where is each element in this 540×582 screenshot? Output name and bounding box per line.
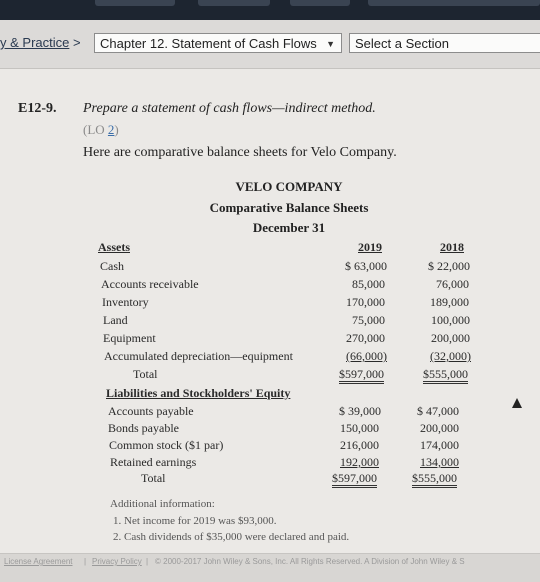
nav-tab[interactable]: [198, 0, 270, 6]
lo-link[interactable]: 2: [107, 122, 115, 137]
additional-info-heading: Additional information:: [110, 498, 215, 510]
asset-row-2018: $ 22,000: [428, 259, 470, 273]
assets-total-2019: [314, 367, 384, 382]
exercise-intro: Here are comparative balance sheets for Velo Company.: [83, 145, 397, 160]
asset-row-2019: (66,000): [346, 349, 387, 363]
mouse-cursor-icon: [512, 398, 522, 408]
section-select-value: Select a Section: [355, 36, 449, 51]
liability-row-2018: $ 47,000: [417, 404, 459, 418]
asset-row-2018: (32,000): [430, 349, 471, 363]
chevron-down-icon: ▼: [326, 39, 335, 49]
copyright-text: © 2000-2017 John Wiley & Sons, Inc. All Rights Reserved. A Division of John Wiley & S: [155, 557, 465, 566]
additional-info-item: 1. Net income for 2019 was $93,000.: [113, 515, 277, 527]
nav-tab[interactable]: [290, 0, 350, 6]
privacy-policy-link[interactable]: Privacy Policy: [92, 557, 142, 566]
statement-title: Comparative Balance Sheets: [209, 200, 369, 215]
assets-total-label: Total: [133, 367, 158, 381]
asset-row-label: Accumulated depreciation—equipment: [104, 349, 293, 363]
liability-row-2018: 200,000: [420, 421, 459, 435]
asset-row-label: Inventory: [102, 295, 149, 309]
liability-row-2018: 174,000: [420, 438, 459, 452]
liab-total-2019: [307, 471, 377, 486]
liability-row-label: Retained earnings: [110, 455, 197, 469]
column-header-2018: 2018: [440, 240, 464, 254]
liab-total-2018: [387, 471, 457, 486]
breadcrumb-link-practice[interactable]: y & Practice: [0, 35, 70, 50]
breadcrumb: [0, 35, 81, 50]
liab-total-label: Total: [141, 471, 166, 485]
asset-row-2018: 200,000: [431, 331, 470, 345]
asset-row-2018: 76,000: [436, 277, 469, 291]
assets-total-2018-value: $555,000: [423, 367, 468, 384]
asset-row-2018: 189,000: [430, 295, 469, 309]
assets-heading: Assets: [98, 240, 130, 254]
asset-row-2019: 270,000: [346, 331, 385, 345]
assets-total-2018: [398, 367, 468, 382]
liability-row-label: Bonds payable: [108, 421, 179, 435]
company-name: VELO COMPANY: [235, 179, 343, 194]
statement-date: December 31: [252, 220, 326, 235]
nav-tab[interactable]: [368, 0, 540, 6]
liab-total-2018-value: $555,000: [412, 471, 457, 488]
asset-row-label: Land: [103, 313, 128, 327]
section-select[interactable]: [349, 33, 540, 53]
liabilities-heading: Liabilities and Stockholders' Equity: [106, 386, 291, 400]
liability-row-2019: $ 39,000: [339, 404, 381, 418]
liability-row-2019: 150,000: [340, 421, 379, 435]
asset-row-2018: 100,000: [431, 313, 470, 327]
asset-row-2019: 170,000: [346, 295, 385, 309]
column-header-2019: 2019: [358, 240, 382, 254]
license-agreement-link[interactable]: License Agreement: [4, 557, 73, 566]
top-navigation-bar: [0, 0, 540, 20]
navigation-toolbar: [0, 20, 540, 69]
footer: License Agreement | Privacy Policy | © 2000-2017 John Wiley & Sons, Inc. All Rights Reserved. A Division of John Wiley & S: [0, 553, 540, 582]
liability-row-2019: 192,000: [340, 455, 379, 469]
asset-row-label: Accounts receivable: [101, 277, 199, 291]
liability-row-2019: 216,000: [340, 438, 379, 452]
exercise-prompt: Prepare a statement of cash flows—indirect method.: [83, 101, 376, 116]
asset-row-2019: 85,000: [352, 277, 385, 291]
assets-total-2019-value: $597,000: [339, 367, 384, 384]
nav-tab[interactable]: [95, 0, 175, 6]
chapter-select-value: Chapter 12. Statement of Cash Flows: [100, 36, 317, 51]
lo-open: (LO: [83, 122, 108, 137]
asset-row-2019: $ 63,000: [345, 259, 387, 273]
asset-row-label: Cash: [100, 259, 124, 273]
liab-total-2019-value: $597,000: [332, 471, 377, 488]
liability-row-label: Accounts payable: [108, 404, 194, 418]
exercise-number: E12-9.: [18, 101, 57, 116]
chapter-select[interactable]: [94, 33, 342, 53]
learning-objective: [83, 122, 119, 138]
breadcrumb-separator: >: [72, 35, 81, 50]
liability-row-2018: 134,000: [420, 455, 459, 469]
asset-row-label: Equipment: [103, 331, 156, 345]
asset-row-2019: 75,000: [352, 313, 385, 327]
liability-row-label: Common stock ($1 par): [109, 438, 224, 452]
lo-close: ): [114, 122, 119, 137]
additional-info-item: 2. Cash dividends of $35,000 were declared and paid.: [113, 531, 350, 543]
exercise-content: [0, 69, 540, 553]
